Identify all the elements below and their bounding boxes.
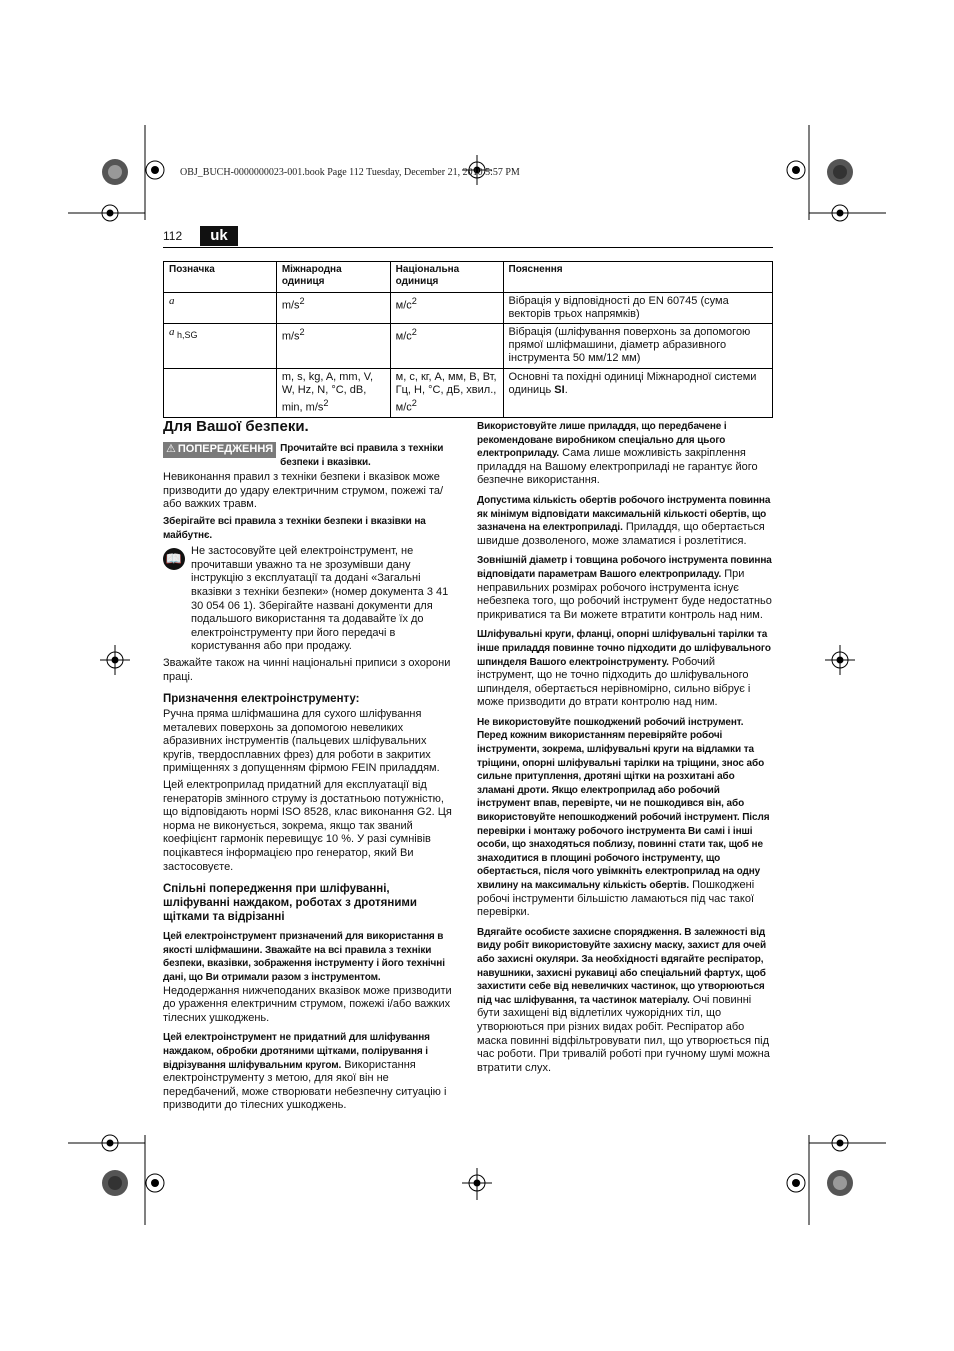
symbol-cell: a $_{h,SG}$ [164,324,277,369]
natl-unit-cell: $м/с^2$ [390,324,503,369]
warning-text: Прочитайте всі правила з техніки безпеки і вказівки. [280,443,444,468]
paragraph-bold: Зберігайте всі правила з техніки безпеки і вказівки на майбутнє. [163,515,426,541]
left-column [163,418,455,1116]
natl-unit-cell: $м/с^2$ [390,293,503,324]
table-row [164,369,773,418]
table-row [164,324,773,369]
intl-unit-cell: m, s, kg, A, mm, V, W, Hz, N, °C, dB, min, $m/s^2$ [276,369,390,418]
paragraph: Цей електроприлад придатний для експлуатації від генераторів змінного струму із достатньою потужністю, що відповідають нормі ISO 8528, клас виконання G2. Ця норма не виконується, зокрема, якщо так званий коефіцієнт гармонік перевищує 10 %. У разі сумнівів поцікавтеся інформацією про генератор, який Ви застосовуєте. [163,779,452,873]
description-cell: Вібрація (шліфування поверхонь за допомогою прямої шліфмашини, діаметр абразивного інструмента 50 мм/12 мм) [503,324,772,369]
paragraph: Цей електроінструмент призначений для використання в якості шліфмашини. Зважайте на всі правила з техніки безпеки, вказівки, зображення інструменту і його технічні дані, що Ви отримали разом з інструментом. Недодержання нижчеподаних вказівок може призводити до ураження електричним струмом, пожежі і/або важких тілесних ушкоджень. [163,931,452,1024]
description-cell: Вібрація у відповідності до EN 60745 (сума векторів трьох напрямків) [503,293,772,324]
paragraph: Цей електроінструмент не придатний для шліфування наждаком, обробки дротяними щітками, полірування і відрізування шліфувальним кругом. Використання електроінструменту з метою, для якої він не передбачений, може створювати небезпечну ситуацію і призводити до тілесних ушкоджень. [163,1032,447,1112]
subheading: Призначення електроінструменту: [163,693,360,706]
table-header-row [164,262,773,293]
table-row [164,293,773,324]
table-header: Міжнародна одиниця [276,262,390,293]
table-header: Позначка [164,262,277,293]
description-cell: Основні та похідні одиниці Міжнародної системи одиниць SI. [503,369,772,418]
paragraph: Зважайте також на чинні національні приписи з охорони праці. [163,656,451,683]
paragraph: Не використовуйте пошкоджений робочий інструмент. Перед кожним використанням перевіряйте робочі інструменти, зокрема, шліфувальні круги на відламки та тріщини, опорні шліфувальні тарілки на тріщини, знос або сильне притуплення, дротяні щітки на розхитані або зламані дроти. Якщо електроприлад або робочий інструмент впав, перевірте, чи не пошкодився він, або використовуйте непошкоджений робочий інструмент. Після перевірки і монтажу робочого інструмента Ви самі і інші особи, що знаходяться поблизу, повинні стати так, щоб не знаходитися в площині робочого інструменту, що обертається, після чого увімкніть електроприлад на одну хвилину на максимальну кількість обертів. Пошкоджені робочі інструменти більшістю ламаються під час такої перевірки. [477,716,770,919]
page-number: 112 [163,229,183,243]
natl-unit-cell: м, с, кг, А, мм, В, Вт, Гц, Н, °C, дБ, хвил., $м/с^2$ [390,369,503,418]
read-manual-icon: 📖 [163,548,185,570]
paragraph: Вдягайте особисте захисне спорядження. В залежності від виду робіт використовуйте захисну маску, захист для очей або захисні окуляри. За необхідності вдягайте респіратор, навушники, захисні рукавиці або спеціальний фартух, щоб захистити себе від невеличких частинок, що утворюються під час шліфування, та частинок матеріалу. Очі повинні бути захищені від відлетілих чужорідних тіл, що утворюються при різних видах робіт. Респіратор або маска повинні відфільтровувати пил, що утворюється під час роботи. При тривалій роботі при гучному шумі можна втратити слух. [477,926,770,1074]
paragraph: Шліфувальні круги, фланці, опорні шліфувальні тарілки та інше приладдя повинне точно підходити до шліфувального шпинделя Вашого електроінструменту. Робочий інструмент, що не точно підходить до шліфувального шпинделя, обертається нерівномірно, сильно вібрує і може призводити до втрати контролю над ним. [477,629,771,709]
table-header: Пояснення [503,262,772,293]
units-table [163,261,773,418]
paragraph: Використовуйте лише приладдя, що передбачене і рекомендоване виробником спеціально для цього електроприладу. Сама лише можливість закріплення приладдя на Вашому електроприладі не гарантує його безпечне використання. [477,421,758,487]
header-rule [163,247,773,248]
subheading: Спільні попередження при шліфуванні, шліфуванні наждаком, роботах з дротяними щітками та відрізанні [163,883,417,924]
section-title: Для Вашої безпеки. [163,418,309,435]
paragraph: Не застосовуйте цей електроінструмент, не прочитавши уважно та не зрозумівши дану інструкцію з експлуатації та додані «Загальні вказівки з техніки безпеки» (номер документа 3 41 30 054 06 1). Зберігайте названі документи для подальшого використання та додавайте їх до електроінструменту при його передачі в користування або при продажу. [191,545,449,653]
paragraph: Невиконання правил з техніки безпеки і вказівок може призводити до удару електричним струмом, пожежі та/або важких травм. [163,471,444,511]
intl-unit-cell: $m/s^2$ [276,324,390,369]
symbol-cell [164,369,277,418]
manual-note [163,545,455,657]
paragraph: Зовнішній діаметр і товщина робочого інструмента повинна відповідати параметрам Вашого електроприладу. При неправильних розмірах робочого інструмента існує небезпека того, що робочий інструмент буде недостатньо прикриватися та Ви можете втратити контроль над ним. [477,555,772,621]
right-column [477,420,773,1078]
paragraph: Ручна пряма шліфмашина для сухого шліфування металевих поверхонь за допомогою невеликих абразивних інструментів (пальцевих шліфувальних кругів, твердосплавних фрез) для роботи в закритих приміщеннях з допущенням фірмою FEIN приладдям. [163,708,440,775]
intl-unit-cell: $m/s^2$ [276,293,390,324]
language-badge: uk [200,226,238,246]
warning-block [163,442,455,469]
table-header: Національна одиниця [390,262,503,293]
warning-badge: ⚠ ПОПЕРЕДЖЕННЯ [163,442,276,458]
symbol-cell: a [164,293,277,324]
paragraph: Допустима кількість обертів робочого інструмента повинна як мінімум відповідати максимальній кількості обертів, що зазначена на електроприладі. Приладдя, що обертається швидше дозволеного, може зламатися і розлетітися. [477,494,771,547]
warning-triangle-icon: ⚠ [166,443,176,455]
file-header: OBJ_BUCH-0000000023-001.book Page 112 Tuesday, December 21, 2010 5:57 PM [180,167,520,178]
